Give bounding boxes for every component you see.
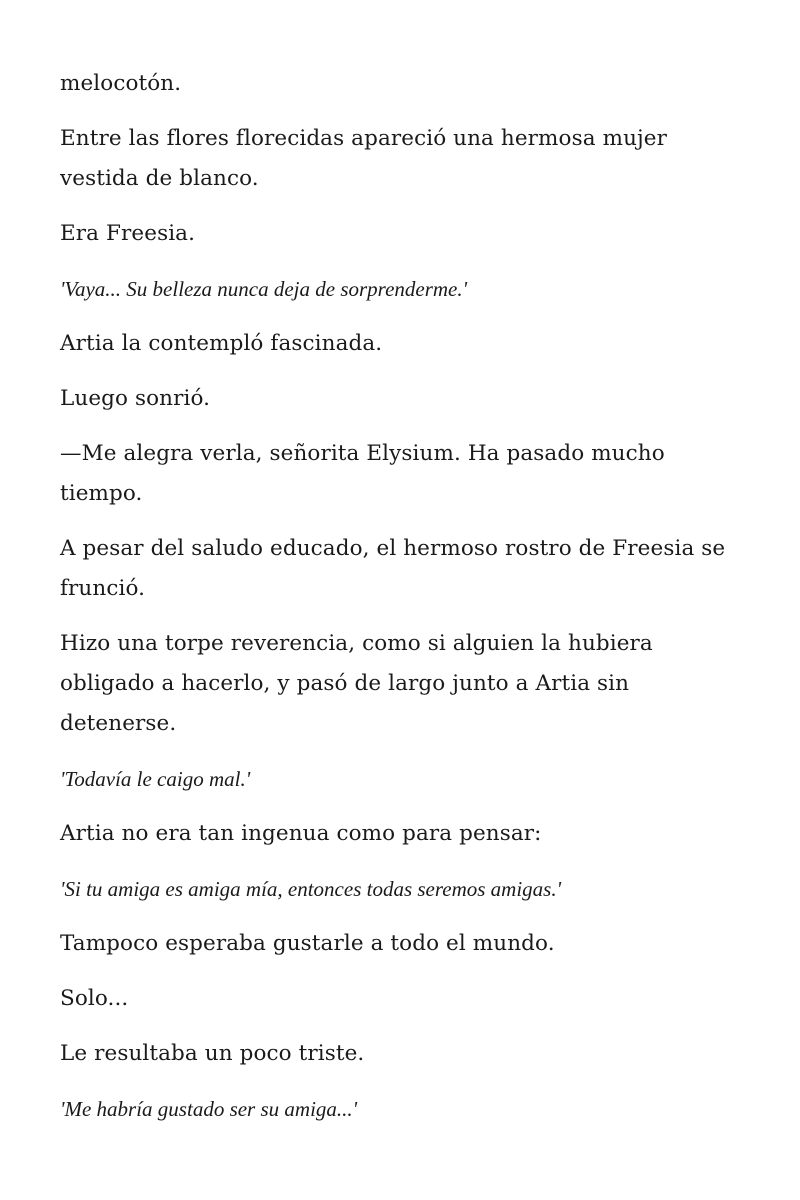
paragraph: Tampoco esperaba gustarle a todo el mundo. xyxy=(60,931,555,956)
paragraph: Solo... xyxy=(60,986,129,1011)
inner-thought: 'Me habría gustado ser su amiga...' xyxy=(60,1097,358,1121)
paragraph: Le resultaba un poco triste. xyxy=(60,1041,365,1066)
paragraph: A pesar del saludo educado, el hermoso rostro de Freesia se frunció. xyxy=(60,536,726,601)
paragraph: Entre las flores florecidas apareció una hermosa mujer vestida de blanco. xyxy=(60,126,667,191)
inner-thought: 'Si tu amiga es amiga mía, entonces todas seremos amigas.' xyxy=(60,877,562,901)
paragraph: Artia no era tan ingenua como para pensar: xyxy=(60,821,542,846)
paragraph: Hizo una torpe reverencia, como si alguien la hubiera obligado a hacerlo, y pasó de largo junto a Artia sin detenerse. xyxy=(60,631,653,736)
document-page xyxy=(60,64,750,1144)
inner-thought: 'Vaya... Su belleza nunca deja de sorprenderme.' xyxy=(60,277,468,301)
dialogue-paragraph: —Me alegra verla, señorita Elysium. Ha pasado mucho tiempo. xyxy=(60,441,665,506)
paragraph: Artia la contempló fascinada. xyxy=(60,331,383,356)
inner-thought: 'Todavía le caigo mal.' xyxy=(60,767,251,791)
paragraph: Luego sonrió. xyxy=(60,386,211,411)
paragraph: Era Freesia. xyxy=(60,221,196,246)
paragraph: melocotón. xyxy=(60,71,182,96)
